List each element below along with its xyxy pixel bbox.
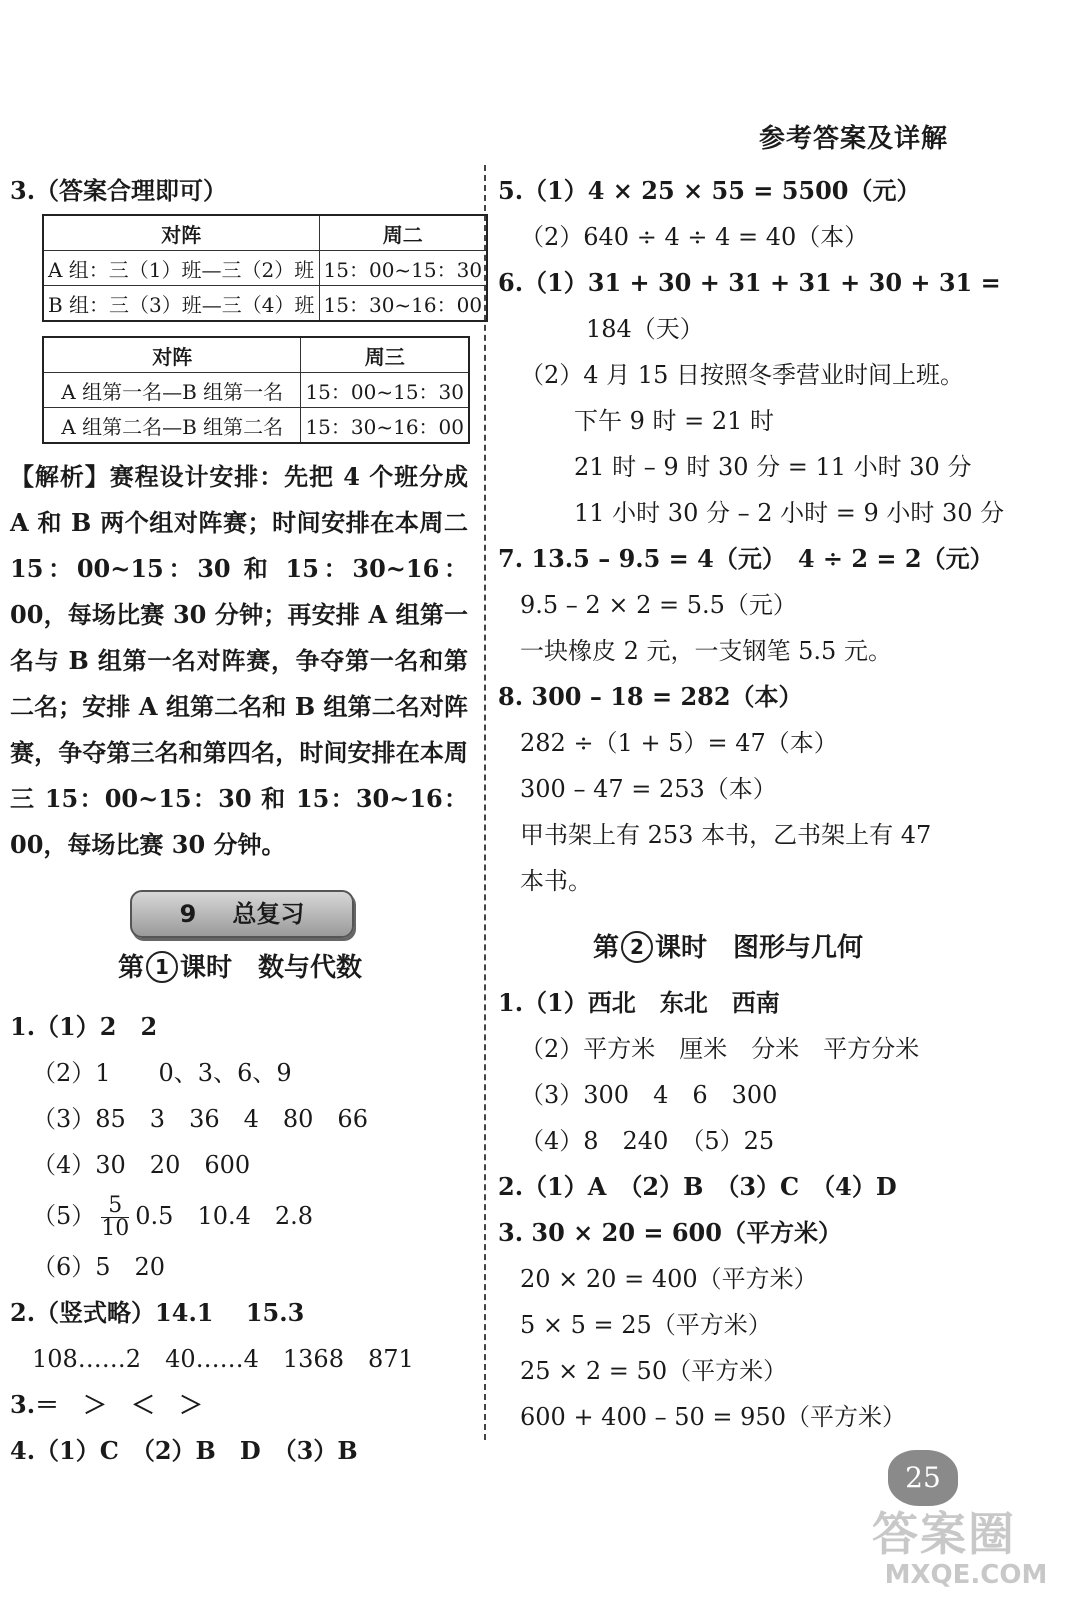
answer-line: 下午 9 时 = 21 时 [574,407,775,435]
answer-values: 0.5 10.4 2.8 [135,1202,314,1230]
answer-line: 4.（1）C （2）B D （3）B [10,1436,358,1465]
section-suffix: 课时 图形与几何 [655,933,864,963]
fraction [101,1195,129,1240]
section-prefix: 第 [592,933,619,963]
answer-line: （3）300 4 6 300 [520,1081,778,1109]
answer-line: 8. 300 – 18 = 282（本） [498,682,803,711]
answer-line: （2）640 ÷ 4 ÷ 4 = 40（本） [520,223,869,251]
answer-line: 1.（1）2 2 [10,1012,158,1041]
answer-line: 2.（竖式略）14.1 15.3 [10,1298,305,1327]
answer-line: （2）平方米 厘米 分米 平方分米 [520,1035,920,1063]
answer-line: 25 × 2 = 50（平方米） [520,1357,788,1385]
question-3-heading: 3.（答案合理即可） [10,176,228,205]
answer-line: 6.（1）31 + 30 + 31 + 31 + 30 + 31 = [498,268,1001,297]
analysis-tag: 【解析】 [10,462,110,491]
schedule-table-tuesday [42,214,488,322]
answer-line: 5 × 5 = 25（平方米） [520,1311,772,1339]
column-divider [484,165,486,1440]
watermark-logo [872,1508,1060,1596]
answer-line: 300 – 47 = 253（本） [520,775,777,803]
answer-line: 甲书架上有 253 本书，乙书架上有 47 [520,821,932,849]
table-header-day: 周三 [301,337,469,373]
section-title-2 [498,918,958,978]
answer-line: 2.（1）A （2）B （3）C （4）D [498,1172,897,1201]
answer-line: 600 + 400 – 50 = 950（平方米） [520,1403,906,1431]
table-cell-matchup: B 组：三（3）班—三（4）班 [43,286,319,322]
table-cell-time: 15：00~15：30 [319,251,487,286]
answer-line: 3. 30 × 20 = 600（平方米） [498,1218,842,1247]
answer-line: 11 小时 30 分 – 2 小时 = 9 小时 30 分 [574,499,1005,527]
table-cell-time: 15：30~16：00 [319,286,487,322]
table-cell-matchup: A 组第二名—B 组第二名 [43,408,301,444]
answer-line: 9.5 – 2 × 2 = 5.5（元） [520,591,797,619]
table-cell-time: 15：30~16：00 [301,408,469,444]
right-column [498,168,1005,1440]
answer-line: 20 × 20 = 400（平方米） [520,1265,818,1293]
watermark-text: 答案圈 [872,1507,1016,1561]
watermark-url: MXQE.COM [884,1560,1048,1590]
fraction-denominator: 10 [101,1216,130,1241]
table-row [43,373,469,408]
analysis-paragraph [10,454,468,868]
answer-line: 282 ÷（1 + 5）= 47（本） [520,729,838,757]
chapter-number: 9 [179,900,197,928]
fraction-numerator: 5 [101,1195,129,1218]
table-cell-matchup: A 组：三（1）班—三（2）班 [43,251,319,286]
schedule-table-wednesday [42,336,470,444]
answer-line: 7. 13.5 – 9.5 = 4（元） 4 ÷ 2 = 2（元） [498,544,994,573]
answer-line: 21 时 – 9 时 30 分 = 11 小时 30 分 [574,453,972,481]
answer-prefix: （5） [32,1202,96,1230]
answer-line: 3.＝ ＞ ＜ ＞ [10,1390,204,1419]
table-header-matchup: 对阵 [43,337,301,373]
answer-line: （4）30 20 600 [32,1151,251,1179]
lesson-number-circle: 2 [621,931,653,963]
table-cell-matchup: A 组第一名—B 组第一名 [43,373,301,408]
answer-line: 184（天） [586,315,704,343]
answer-line: （2）1 0、3、6、9 [32,1059,292,1087]
answer-line: 5.（1）4 × 25 × 55 = 5500（元） [498,176,921,205]
table-row [43,251,487,286]
section-suffix: 课时 数与代数 [180,953,363,983]
table-header-matchup: 对阵 [43,215,319,251]
table-row [43,286,487,322]
lesson-number-circle: 1 [146,951,178,983]
page-header-title: 参考答案及详解 [758,124,948,154]
page-number-badge: 25 [888,1450,958,1506]
answer-line: （2）4 月 15 日按照冬季营业时间上班。 [520,361,964,389]
chapter-banner [130,890,354,938]
section-title-1 [10,938,470,998]
answer-line: （3）85 3 36 4 80 66 [32,1105,368,1133]
table-cell-time: 15：00~15：30 [301,373,469,408]
analysis-text: 赛程设计安排：先把 4 个班分成 A 和 B 两个组对阵赛；时间安排在本周二 15：00~15：30 和 15：30~16：00，每场比赛 30 分钟；再安排 A 组第一名与 B 组第一名对阵赛，争夺第一名和第二名；安排 A 组第二名和 B 组第二名对阵赛，争夺第三名和第四名，时间安排在本周三 15：00~15：30 和 15：30~16：00，每场比赛 30 分钟。 [10,462,468,859]
answer-line: （4）8 240 （5）25 [520,1127,775,1155]
chapter-title: 总复习 [232,900,305,928]
table-header-day: 周二 [319,215,487,251]
answer-line: 本书。 [520,867,592,895]
answer-line: 一块橡皮 2 元，一支钢笔 5.5 元。 [520,637,892,665]
answer-line-fraction [10,1188,470,1244]
table-row [43,408,469,444]
answer-line: 108……2 40……4 1368 871 [32,1345,414,1373]
answer-line: （6）5 20 [32,1253,166,1281]
answer-line: 1.（1）西北 东北 西南 [498,988,780,1017]
section-prefix: 第 [117,953,144,983]
left-column [10,168,483,1474]
